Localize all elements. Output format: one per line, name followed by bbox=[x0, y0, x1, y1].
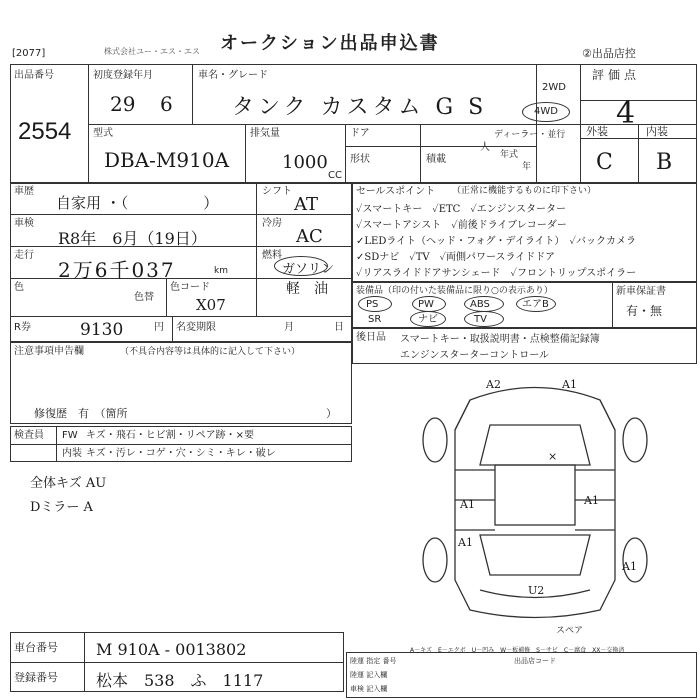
notes-sub: （不具合内容等は具体的に記入して下さい） bbox=[120, 347, 301, 357]
shift-value: AT bbox=[294, 194, 319, 215]
sales-point-item: ✓リアスライドドアサンシェード ✓フロントリップスポイラー bbox=[356, 268, 637, 279]
repair-label: 修復歴 有 （箇所 bbox=[34, 407, 128, 420]
inspector-fw: FW bbox=[62, 430, 78, 441]
drive-4wd: 4WD bbox=[534, 106, 558, 117]
inspector-label: 検査員 bbox=[14, 430, 44, 441]
equip-item: PW bbox=[418, 299, 434, 310]
color-change-label: 色替 bbox=[134, 292, 154, 303]
inspector-codes: キズ・飛石・ヒビ割・リペア跡・×要 bbox=[86, 430, 254, 441]
damage-legend: A－キズ E－エクボ U－凹み W－板補修 S－サビ C－腐食 XX－交換済 bbox=[410, 647, 625, 654]
corner-label: 陸運 記入欄 bbox=[350, 671, 388, 679]
repair-close: ） bbox=[326, 407, 337, 420]
reg-value: 松本 538 ふ 1117 bbox=[96, 671, 264, 690]
parallel-label: ディーラー・並行 bbox=[494, 130, 566, 140]
reg-label: 登録番号 bbox=[14, 671, 58, 684]
color-code-value: X07 bbox=[196, 296, 226, 314]
fuel-value: ガソリン bbox=[282, 262, 335, 277]
inspection-value: R8年 6月（19日） bbox=[58, 229, 207, 248]
sales-point-item: ✓LEDライト（ヘッド・フォグ・デイライト） ✓バックカメラ bbox=[356, 236, 636, 247]
damage-mark: A1 bbox=[460, 498, 475, 511]
fuel-label: 燃料 bbox=[262, 250, 282, 261]
car-history-label: 車歴 bbox=[14, 186, 34, 197]
score-value: 4 bbox=[616, 96, 636, 131]
lot-label: 出品番号 bbox=[14, 70, 54, 81]
capacity-label: 積載 bbox=[426, 154, 446, 165]
type-value: DBA-M910A bbox=[104, 148, 230, 172]
spare-label: スペア bbox=[556, 626, 584, 636]
displacement-value: 1000 bbox=[282, 152, 328, 173]
type-label: 型式 bbox=[93, 128, 113, 139]
equip-item: PS bbox=[366, 299, 379, 310]
cc-unit: CC bbox=[328, 170, 342, 181]
corner-label: 車検 記入欄 bbox=[350, 685, 388, 693]
mileage-unit: km bbox=[214, 266, 228, 276]
capacity-unit: 人 bbox=[480, 142, 490, 153]
ac-value: AC bbox=[296, 226, 323, 247]
door-label: ドア bbox=[350, 128, 370, 139]
doc-code: [2077] bbox=[12, 48, 46, 59]
first-reg-label: 初度登録年月 bbox=[93, 70, 153, 81]
drive-2wd: 2WD bbox=[542, 82, 566, 93]
aftermarket-line1: スマートキー・取扱説明書・点検整備記録簿 bbox=[400, 334, 600, 345]
damage-mark: A1 bbox=[622, 560, 637, 573]
damage-mark: A1 bbox=[562, 378, 577, 391]
bottom-right-grid bbox=[346, 652, 697, 698]
name-change-label: 名変期限 bbox=[176, 322, 216, 333]
name-change-month: 月 bbox=[284, 322, 294, 333]
recycle-value: 9130 bbox=[80, 320, 124, 340]
color-code-label: 色コード bbox=[170, 282, 210, 293]
model-year-label: 年式 bbox=[500, 150, 519, 160]
score-label: 評価点 bbox=[592, 68, 641, 82]
damage-mark: A1 bbox=[458, 536, 473, 549]
notes-label: 注意事項申告欄 bbox=[14, 346, 84, 357]
damage-mark: U2 bbox=[528, 584, 545, 597]
exterior-grade: C bbox=[596, 150, 613, 175]
equip-item: エアB bbox=[522, 299, 549, 310]
first-reg-month: 6 bbox=[160, 92, 173, 116]
sales-points-note: （正常に機能するものに印下さい） bbox=[452, 186, 597, 196]
sales-point-item: ✓SDナビ ✓TV ✓両側パワースライドドア bbox=[356, 252, 555, 263]
aftermarket-label: 後日品 bbox=[356, 332, 386, 343]
first-reg-year: 29 bbox=[110, 92, 136, 116]
sales-point-item: ✓スマートキー ✓ETC ✓エンジンスターター bbox=[356, 204, 566, 215]
chassis-label: 車台番号 bbox=[14, 641, 58, 654]
equip-item: TV bbox=[474, 314, 487, 325]
chassis-value: M 910A - 0013802 bbox=[96, 640, 247, 659]
equip-item: ABS bbox=[470, 299, 490, 310]
fuel-value-diesel: 軽 油 bbox=[286, 281, 328, 297]
damage-mark: A2 bbox=[486, 378, 501, 391]
recycle-unit: 円 bbox=[154, 322, 164, 333]
warranty-value: 有・無 bbox=[626, 304, 663, 318]
corner-label: 陸運 指定 番号 bbox=[350, 657, 397, 665]
equipment-label: 装備品（印の付いた装備品に限り○の表示あり） bbox=[356, 286, 553, 296]
aftermarket-line2: エンジンスターターコントロール bbox=[400, 350, 549, 361]
model-value: タンク カスタム G S bbox=[232, 95, 488, 120]
equip-item: ナビ bbox=[418, 314, 438, 325]
exterior-label: 外装 bbox=[586, 125, 608, 138]
model-year-unit: 年 bbox=[522, 162, 532, 172]
damage-mark: A1 bbox=[584, 494, 599, 507]
model-label: 車名・グレード bbox=[198, 70, 268, 81]
interior-grade: B bbox=[656, 150, 673, 175]
warranty-label: 新車保証書 bbox=[616, 286, 666, 297]
shift-label: シフト bbox=[262, 186, 292, 197]
name-change-day: 日 bbox=[334, 322, 344, 333]
inspection-label: 車検 bbox=[14, 218, 34, 229]
displacement-label: 排気量 bbox=[250, 128, 280, 139]
shape-label: 形状 bbox=[350, 154, 370, 165]
inspector-interior-label: 内装 bbox=[62, 448, 82, 459]
sales-point-item: ✓スマートアシスト ✓前後ドライブレコーダー bbox=[356, 220, 567, 231]
mileage-value: 2万6千037 bbox=[58, 258, 176, 282]
mileage-label: 走行 bbox=[14, 250, 34, 261]
damage-mark: × bbox=[548, 450, 558, 463]
recycle-label: R券 bbox=[14, 322, 31, 333]
equip-item: SR bbox=[368, 314, 382, 325]
sales-points-label: セールスポイント bbox=[356, 186, 436, 197]
handwritten-note: 全体キズ AU bbox=[30, 476, 107, 491]
handwritten-note: Dミラー A bbox=[30, 500, 93, 515]
document-title: オークション出品申込書 bbox=[220, 33, 440, 54]
car-history-value: 自家用 ・（ ） bbox=[56, 194, 219, 212]
ac-label: 冷房 bbox=[262, 218, 282, 229]
lot-number: 2554 bbox=[18, 118, 72, 145]
interior-label: 内装 bbox=[646, 125, 668, 138]
dealer-code-label: 出品店コード bbox=[514, 657, 556, 665]
copy-label: ②出品店控 bbox=[582, 47, 636, 60]
color-label: 色 bbox=[14, 282, 24, 293]
inspector-interior-codes: キズ・汚レ・コゲ・穴・シミ・キレ・破レ bbox=[86, 448, 276, 459]
company-stamp: 株式会社ユー・エス・エス bbox=[104, 47, 200, 56]
